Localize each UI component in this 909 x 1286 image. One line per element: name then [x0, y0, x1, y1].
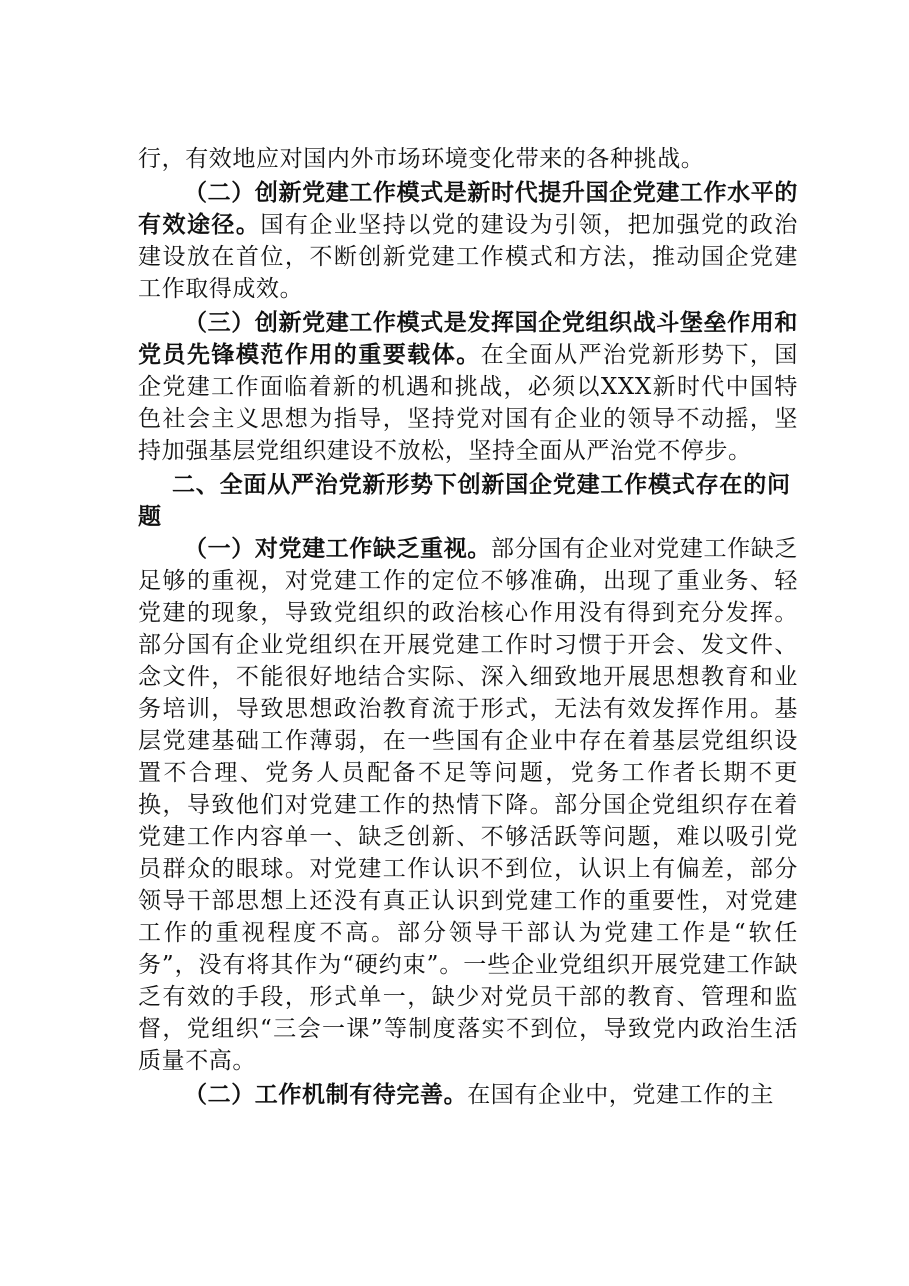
paragraph-item-3 [138, 307, 798, 467]
paragraph-text: 在国有企业中，党建工作的主 [467, 1082, 775, 1108]
paragraph-lead: （二）工作机制有待完善。 [184, 1082, 468, 1108]
paragraph-lead: （三）创新党建工作模式是发挥国企党组织战斗堡垒作用和党员先锋模范作用的重要载体。 [138, 310, 798, 368]
paragraph-text: 在全面从严治党新形势下，国企党建工作面临着新的机遇和挑战，必须以XXX新时代中国特色社会主义思想为指导，坚持党对国有企业的领导不动摇，坚持加强基层党组织建设不放松，坚持全面从严治党不停步。 [138, 342, 798, 464]
paragraph-item-2 [138, 177, 798, 305]
document-body [138, 143, 798, 1113]
section-heading: 二、全面从严治党新形势下创新国企党建工作模式存在的问题 [138, 472, 791, 530]
paragraph-item-4 [138, 533, 798, 1077]
paragraph-text: 行，有效地应对国内外市场环境变化带来的各种挑战。 [138, 146, 705, 172]
paragraph-lead: （二）创新党建工作模式是新时代提升国企党建工作水平的有效途径。 [138, 180, 798, 238]
paragraph-item-5 [138, 1079, 798, 1111]
paragraph-text: 部分国有企业对党建工作缺乏足够的重视，对党建工作的定位不够准确，出现了重业务、轻党建的现象，导致党组织的政治核心作用没有得到充分发挥。部分国有企业党组织在开展党建工作时习惯于开会、发文件、念文件，不能很好地结合实际、深入细致地开展思想教育和业务培训，导致思想政治教育流于形式，无法有效发挥作用。基层党建基础工作薄弱，在一些国有企业中存在着基层党组织设置不合理、党务人员配备不足等问题，党务工作者长期不更换，导致他们对党建工作的热情下降。部分国企党组织存在着党建工作内容单一、缺乏创新、不够活跃等问题，难以吸引党员群众的眼球。对党建工作认识不到位，认识上有偏差，部分领导干部思想上还没有真正认识到党建工作的重要性，对党建工作的重视程度不高。部分领导干部认为党建工作是“软任务”，没有将其作为“硬约束”。一些企业党组织开展党建工作缺乏有效的手段，形式单一，缺少对党员干部的教育、管理和监督，党组织“三会一课”等制度落实不到位，导致党内政治生活质量不高。 [138, 536, 798, 1074]
paragraph-continuation [138, 143, 798, 175]
paragraph-text: 国有企业坚持以党的建设为引领，把加强党的政治建设放在首位，不断创新党建工作模式和方法，推动国企党建工作取得成效。 [138, 212, 799, 302]
paragraph-lead: （一）对党建工作缺乏重视。 [184, 536, 491, 562]
